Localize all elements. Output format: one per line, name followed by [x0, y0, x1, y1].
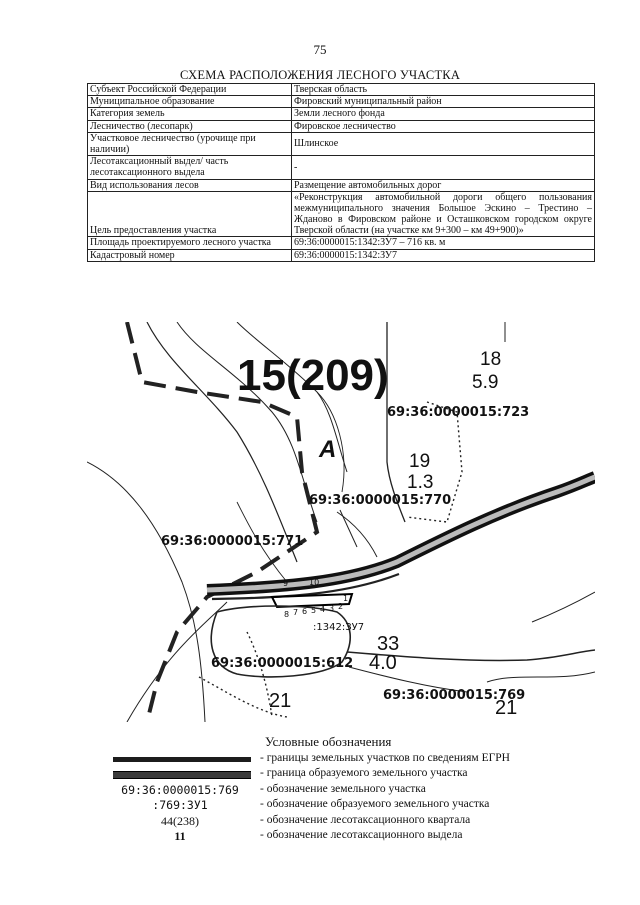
vydel-area: 1.3	[407, 472, 434, 493]
parcel-label: 69:36:0000015:612	[211, 656, 354, 671]
parcel-boundary	[387, 322, 405, 522]
contour-line	[87, 462, 205, 722]
legend-symbol: 11	[174, 828, 186, 843]
table-key: Цель предоставления участка	[88, 191, 292, 237]
forest-plot-map	[87, 322, 595, 722]
vydel-number: 21	[269, 690, 292, 712]
vydel-number: 18	[480, 349, 502, 370]
label-leader	[340, 510, 357, 547]
table-row	[88, 156, 595, 179]
point-number: 6	[302, 607, 308, 616]
legend-desc: - обозначение образуемого земельного участка	[260, 798, 490, 811]
legend-symbol: 69:36:0000015:769	[121, 782, 239, 797]
legend-desc: - границы земельных участков по сведениям ЕГРН	[260, 752, 510, 764]
table-value: -	[292, 156, 595, 179]
egrn-boundary-symbol	[105, 752, 255, 767]
vydel-area: 4.0	[369, 652, 397, 674]
table-value: Фировский муниципальный район	[292, 96, 595, 108]
parcel-label: 69:36:0000015:770	[309, 493, 452, 508]
table-value: Тверская область	[292, 84, 595, 96]
table-value: Размещение автомобильных дорог	[292, 179, 595, 191]
table-value: Земли лесного фонда	[292, 108, 595, 120]
quarter-label: 15(209)	[237, 351, 389, 400]
point-number: 2	[338, 602, 344, 611]
table-key: Площадь проектируемого лесного участка	[88, 237, 292, 249]
point-number: 4	[320, 605, 326, 614]
point-number: 10	[309, 578, 320, 587]
table-row	[88, 191, 595, 237]
contour-line	[487, 672, 595, 682]
table-key: Муниципальное образование	[88, 96, 292, 108]
table-key: Лесотаксационный выдел/ часть лесотаксационного выдела	[88, 156, 292, 179]
new-parcel-label: :1342:ЗУ7	[313, 622, 365, 633]
table-row	[88, 179, 595, 191]
page-number: 75	[313, 42, 327, 57]
legend-desc: - граница образуемого земельного участка	[260, 767, 468, 780]
vydel-area: 5.9	[472, 372, 499, 393]
point-number: 9	[283, 579, 289, 588]
legend-desc: - обозначение лесотаксационного квартала	[260, 813, 471, 826]
vydel-number: 19	[409, 451, 431, 472]
vydel-number: 21	[495, 697, 518, 719]
legend-item	[105, 783, 605, 798]
table-row	[88, 249, 595, 261]
point-number: 8	[284, 610, 290, 619]
legend-item	[105, 798, 605, 813]
table-key: Вид использования лесов	[88, 179, 292, 191]
table-row	[88, 108, 595, 120]
table-row	[88, 120, 595, 132]
new-parcel-boundary-symbol	[105, 767, 255, 782]
table-key: Участковое лесничество (урочище при наличии)	[88, 132, 292, 155]
table-value: Фировское лесничество	[292, 120, 595, 132]
table-key: Субъект Российской Федерации	[88, 84, 292, 96]
table-value: 69:36:0000015:1342:ЗУ7 – 716 кв. м	[292, 237, 595, 249]
vydel-number: 33	[377, 633, 400, 655]
legend-desc: - обозначение лесотаксационного выдела	[260, 828, 463, 841]
contour-line	[532, 592, 595, 622]
table-key: Категория земель	[88, 108, 292, 120]
point-number: 3	[329, 604, 335, 613]
legend	[105, 752, 605, 844]
point-number: 7	[293, 608, 299, 617]
table-key: Лесничество (лесопарк)	[88, 120, 292, 132]
document-title: СХЕМА РАСПОЛОЖЕНИЯ ЛЕСНОГО УЧАСТКА	[179, 68, 461, 82]
info-table	[87, 83, 595, 262]
legend-symbol: :769:ЗУ1	[152, 798, 208, 813]
legend-item	[105, 767, 605, 782]
parcel-label: 69:36:0000015:771	[161, 534, 304, 549]
table-value: «Реконструкция автомобильной дороги общего пользования межмуниципального значения Большое Эскино – Трестино – Жданово в Фировском районе и Осташковском городском округе Тверской области (на участке км 9+300 – км 49+900)»	[292, 191, 595, 237]
legend-item	[105, 752, 605, 767]
zone-letter: А	[319, 436, 337, 463]
table-row	[88, 84, 595, 96]
parcel-label: 69:36:0000015:723	[387, 405, 530, 420]
legend-item	[105, 829, 605, 844]
legend-title: Условные обозначения	[265, 734, 392, 749]
point-number: 1	[343, 594, 349, 603]
table-row	[88, 237, 595, 249]
table-row	[88, 132, 595, 155]
table-row	[88, 96, 595, 108]
legend-item	[105, 814, 605, 829]
parcel-label: 69:36:0000015:769	[383, 688, 526, 703]
point-number: 5	[311, 606, 317, 615]
contour-line	[337, 512, 377, 557]
table-key: Кадастровый номер	[88, 249, 292, 261]
legend-symbol: 44(238)	[161, 813, 199, 828]
legend-desc: - обозначение земельного участка	[260, 782, 426, 795]
table-value: Шлинское	[292, 132, 595, 155]
table-value: 69:36:0000015:1342:ЗУ7	[292, 249, 595, 261]
